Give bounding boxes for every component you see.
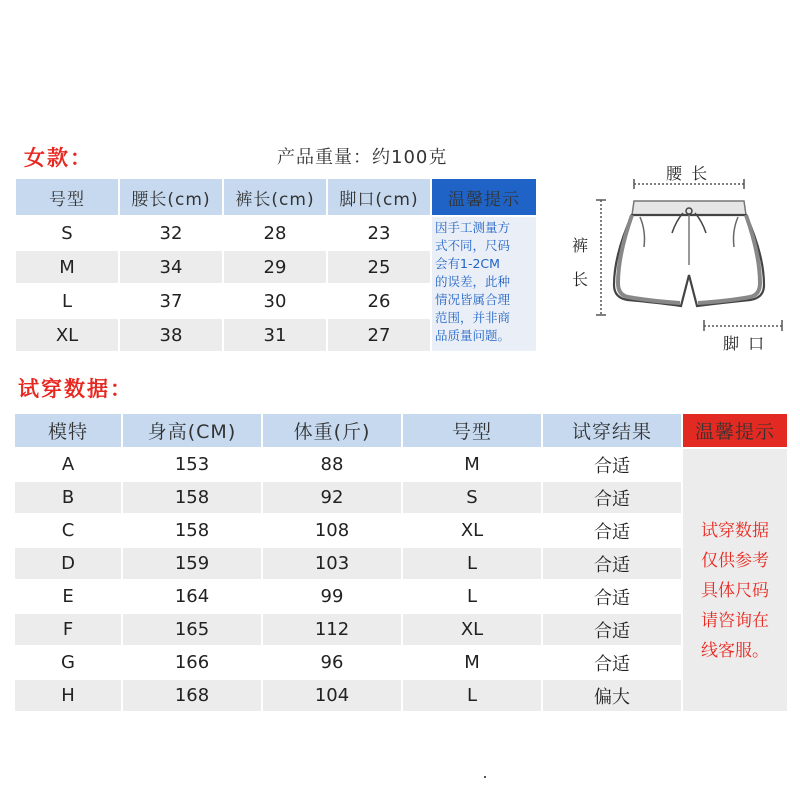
table-cell: M	[403, 449, 541, 480]
table-row	[15, 680, 787, 711]
shorts-illustration	[570, 155, 790, 355]
table-cell: E	[15, 581, 121, 612]
table-cell: 164	[123, 581, 261, 612]
tip-line: 请咨询在	[701, 611, 769, 631]
tryon-header-cell: 身高(CM)	[123, 414, 261, 447]
table-row	[16, 217, 536, 249]
table-cell: L	[403, 680, 541, 711]
tryon-header-cell: 模特	[15, 414, 121, 447]
table-cell: XL	[16, 319, 118, 351]
table-cell: 103	[263, 548, 401, 579]
tip-line: 具体尺码	[701, 581, 769, 601]
table-cell: 30	[224, 285, 326, 317]
table-cell: 23	[328, 217, 430, 249]
table-cell: 99	[263, 581, 401, 612]
tryon-data-table	[13, 412, 789, 713]
table-cell: H	[15, 680, 121, 711]
tip-line: 式不同，尺码	[435, 238, 511, 253]
table-cell: S	[16, 217, 118, 249]
table-cell: 合适	[543, 482, 681, 513]
tip-line: 线客服。	[701, 641, 769, 661]
product-weight-note: 产品重量：约100克	[277, 147, 448, 168]
tryon-header-cell: 试穿结果	[543, 414, 681, 447]
table-cell: 偏大	[543, 680, 681, 711]
shorts-measurement-diagram	[570, 155, 790, 355]
table-cell: 108	[263, 515, 401, 546]
table-row	[15, 614, 787, 645]
table-cell: 166	[123, 647, 261, 678]
table-cell: 159	[123, 548, 261, 579]
table-cell: 合适	[543, 614, 681, 645]
table-cell: B	[15, 482, 121, 513]
table-cell: D	[15, 548, 121, 579]
table-cell: 28	[224, 217, 326, 249]
table-cell: 104	[263, 680, 401, 711]
table-cell: 158	[123, 515, 261, 546]
size-header-cell: 号型	[16, 179, 118, 215]
table-cell: L	[403, 581, 541, 612]
tip-line: 试穿数据	[701, 521, 769, 541]
table-cell: M	[16, 251, 118, 283]
table-cell: L	[16, 285, 118, 317]
tip-line: 情况皆属合理	[435, 292, 511, 307]
table-cell: 92	[263, 482, 401, 513]
size-tip-title: 温馨提示	[432, 179, 536, 215]
tip-line: 品质量问题。	[435, 328, 511, 343]
table-cell: 165	[123, 614, 261, 645]
table-cell: 153	[123, 449, 261, 480]
table-cell: 88	[263, 449, 401, 480]
table-cell: 29	[224, 251, 326, 283]
tryon-header-cell: 号型	[403, 414, 541, 447]
tip-line: 的误差，此种	[435, 274, 511, 289]
tip-line: 范围，并非商	[435, 310, 511, 325]
table-row	[15, 515, 787, 546]
table-row	[15, 548, 787, 579]
table-cell: 34	[120, 251, 222, 283]
table-cell: 合适	[543, 548, 681, 579]
table-cell: S	[403, 482, 541, 513]
tip-line: 因手工测量方	[435, 220, 511, 235]
table-row	[15, 647, 787, 678]
size-tip-body	[432, 217, 536, 351]
table-cell: F	[15, 614, 121, 645]
size-header-cell: 脚口(cm)	[328, 179, 430, 215]
table-cell: 合适	[543, 449, 681, 480]
decorative-dot	[484, 776, 486, 778]
tryon-table-header-row	[15, 414, 787, 447]
size-chart-table	[14, 177, 538, 353]
table-cell: 32	[120, 217, 222, 249]
table-cell: 合适	[543, 581, 681, 612]
table-cell: 168	[123, 680, 261, 711]
tryon-header-cell: 体重(斤)	[263, 414, 401, 447]
table-row	[15, 581, 787, 612]
table-cell: 158	[123, 482, 261, 513]
table-cell: G	[15, 647, 121, 678]
table-cell: 26	[328, 285, 430, 317]
length-label: 裤 长	[572, 236, 591, 289]
table-cell: XL	[403, 614, 541, 645]
table-cell: 31	[224, 319, 326, 351]
tip-line: 仅供参考	[701, 551, 769, 571]
tryon-tip-body	[683, 449, 787, 711]
table-cell: 27	[328, 319, 430, 351]
table-cell: L	[403, 548, 541, 579]
table-cell: A	[15, 449, 121, 480]
table-cell: 96	[263, 647, 401, 678]
tryon-tip-title: 温馨提示	[683, 414, 787, 447]
table-row	[15, 482, 787, 513]
size-header-cell: 裤长(cm)	[224, 179, 326, 215]
size-header-cell: 腰长(cm)	[120, 179, 222, 215]
table-cell: 37	[120, 285, 222, 317]
table-cell: 25	[328, 251, 430, 283]
table-row	[15, 449, 787, 480]
table-cell: M	[403, 647, 541, 678]
table-cell: XL	[403, 515, 541, 546]
women-section-heading: 女款：	[24, 146, 93, 170]
tip-line: 会有1-2CM	[435, 256, 500, 271]
hem-label: 脚 口	[723, 334, 767, 353]
table-cell: 合适	[543, 515, 681, 546]
tryon-section-heading: 试穿数据：	[18, 377, 133, 401]
table-cell: 112	[263, 614, 401, 645]
size-table-header-row	[16, 179, 536, 215]
table-cell: 合适	[543, 647, 681, 678]
table-cell: 38	[120, 319, 222, 351]
waist-label: 腰 长	[666, 164, 710, 183]
table-cell: C	[15, 515, 121, 546]
